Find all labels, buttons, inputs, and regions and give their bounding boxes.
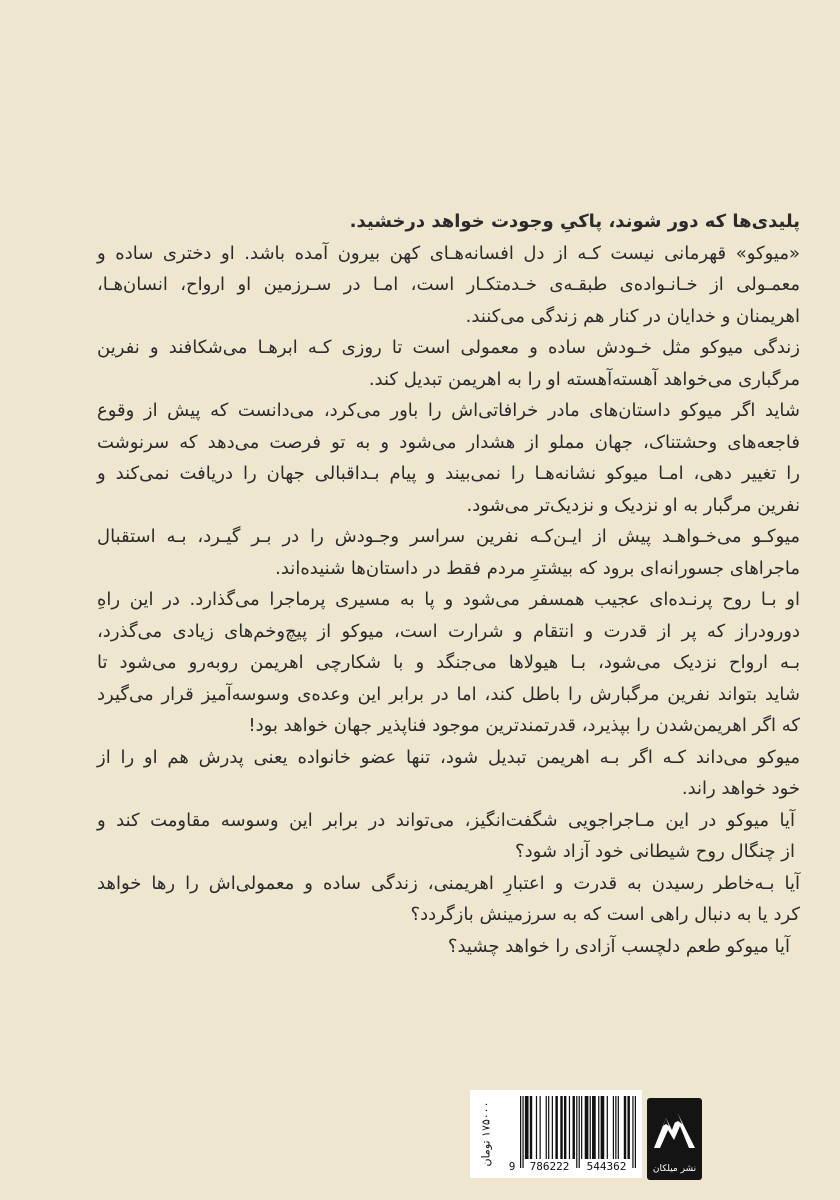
barcode-bar (530, 1096, 532, 1159)
barcode-digit-first: 9 (506, 1160, 518, 1174)
blurb-line: خود خواهد راند. (681, 778, 800, 799)
mountains-icon (652, 1108, 697, 1152)
barcode-bar (624, 1096, 626, 1159)
barcode-bar (576, 1096, 577, 1168)
blurb-line: میوکو می‌داند کـه اگر بـه اهریمن تبدیل شود، تنها عضو خانواده یعنی پدرش هم او را از (97, 746, 800, 768)
barcode-bar (601, 1096, 605, 1159)
barcode-bar (618, 1096, 619, 1159)
blurb-line: مرگباری می‌خواهد آهسته‌آهسته او را به اهریمن تبدیل کند. (368, 368, 800, 390)
barcode-label (470, 1090, 642, 1178)
barcode-bar (555, 1096, 557, 1159)
blurb-line: کرد یا به دنبال راهی است که به سرزمینش بازگردد؟ (410, 904, 800, 925)
barcode-digits-right: 544362 (581, 1160, 632, 1174)
blurb-line: نفرین مرگبار به او نزدیک و نزدیک‌تر می‌شود. (466, 494, 800, 516)
blurb-paragraph (97, 521, 800, 584)
blurb-line: آیا میوکو طعم دلچسب آزادی را خواهد چشید؟ (447, 935, 790, 957)
blurb-line: از چنگال روح شیطانی خود آزاد شود؟ (515, 841, 795, 862)
blurb-line: بـه ارواح نزدیک می‌شود، بـا هیولاها می‌جنگد و با شکارچی اهریمن روبه‌رو می‌شود تا (97, 652, 800, 673)
blurb-paragraph (97, 332, 800, 395)
blurb-line: آیا میوکو در این مـاجراجویی شگفت‌انگیز، می‌تواند در برابر این وسوسه مقاومت کند و (97, 809, 795, 831)
barcode-bar (592, 1096, 596, 1159)
blurb-line: میوکـو می‌خـواهـد پیش از ایـن‌کـه نفرین سراسر وجـودش را در بـر گیـرد، بـه استقبال (97, 526, 800, 547)
barcode-bar (552, 1096, 553, 1159)
barcode-bar (536, 1096, 537, 1159)
price-text: ۱۷۵۰۰۰ تومان (479, 1101, 493, 1167)
back-cover-blurb (97, 206, 800, 962)
blurb-line: که اگر اهریمن‌شدن را بپذیرد، قدرتمندترین موجود فناپذیر جهان خواهد بود! (248, 715, 800, 736)
blurb-line: آیا بـه‌خاطر رسیدن به قدرت و اعتبارِ اهریمنی، زندگی ساده و معمولی‌اش را رها خواهد (97, 872, 800, 894)
barcode-bar (560, 1096, 562, 1159)
barcode-bar (598, 1096, 599, 1159)
blurb-paragraph (97, 805, 800, 868)
barcode-bar (632, 1096, 633, 1168)
blurb-paragraph (97, 868, 800, 931)
barcode-digits-left: 786222 (524, 1160, 575, 1174)
barcode-bar (520, 1096, 521, 1168)
blurb-line: شاید اگر میوکو داستان‌های مادر خرافاتی‌اش را باور می‌کرد، می‌دانست که پیش از وقوع (97, 400, 800, 421)
blurb-line: اهریمنان و خدایان در کنار هم زندگی می‌کنند. (465, 305, 800, 327)
barcode-bar (522, 1096, 523, 1168)
barcode-bar (590, 1096, 591, 1159)
blurb-line: زندگی میوکو مثل خـودش ساده و معمولی است تا روزی کـه ابرهـا می‌شکافند و نفرین (97, 337, 800, 358)
barcode-bar (635, 1096, 636, 1168)
barcode-bar (573, 1096, 575, 1159)
blurb-paragraph (97, 584, 800, 742)
barcode-bar (627, 1096, 629, 1159)
barcode-bar (525, 1096, 529, 1159)
barcode-bar (613, 1096, 614, 1159)
blurb-line: را تغییر دهی، امـا میوکو نشانه‌هـا را نمی‌بیند و پیام بـداقبالی جهان را دریافت نمی‌کند و (97, 463, 800, 484)
blurb-line: شاید بتواند نفرین مرگبارش را باطل کند، اما در برابر این وعده‌ی وسوسه‌آمیز قرار می‌گیرد (97, 683, 800, 705)
publisher-logo (647, 1098, 702, 1180)
blurb-line: دورودراز که پر از قدرت و انتقام و شرارت است، میوکو از پیچ‌وخم‌های زیادی می‌گذرد، (97, 620, 800, 642)
blurb-paragraph (97, 395, 800, 521)
blurb-line: او بـا روح پرنـده‌ای عجیب همسفر می‌شود و پا به مسیری پرماجرا می‌گذارد. در این راهِ (97, 589, 800, 610)
tagline: پلیدی‌ها که دور شوند، پاکیِ وجودت خواهد درخشید. (349, 211, 800, 232)
blurb-line: فاجعه‌های وحشتناک، جهان مملو از هشدار می‌شود و به تو فرصت می‌دهد که سرنوشت (97, 431, 800, 453)
barcode-bar (540, 1096, 541, 1159)
barcode-bar (607, 1096, 608, 1159)
barcode-bar (546, 1096, 547, 1159)
blurb-line: ماجراهای جسورانه‌ای برود که بیشترِ مردم فقط در داستان‌ها شنیده‌اند. (275, 557, 800, 579)
barcode-bar (579, 1096, 580, 1168)
price-tag (471, 1090, 501, 1178)
blurb-paragraph (97, 742, 800, 805)
blurb-paragraph (97, 931, 800, 963)
blurb-line: «میوکو» قهرمانی نیست کـه از دل افسانه‌هـای کهن بیرون آمده باشد. او دختری ساده و (97, 242, 800, 264)
barcode-bar (581, 1096, 582, 1159)
barcode-bar (564, 1096, 566, 1159)
blurb-line: معمـولی از خـانـواده‌ی طبقـه‌ی خـدمتکـار است، امـا در سـرزمین او ارواح، انسان‌هـا، (97, 274, 800, 295)
barcode-bar (569, 1096, 570, 1159)
isbn-barcode (520, 1096, 636, 1168)
publisher-name: نشر میلکان (652, 1164, 697, 1174)
barcode-bar (548, 1096, 549, 1159)
blurb-paragraph (97, 238, 800, 333)
barcode-bar (585, 1096, 589, 1159)
barcode-bar (615, 1096, 616, 1159)
